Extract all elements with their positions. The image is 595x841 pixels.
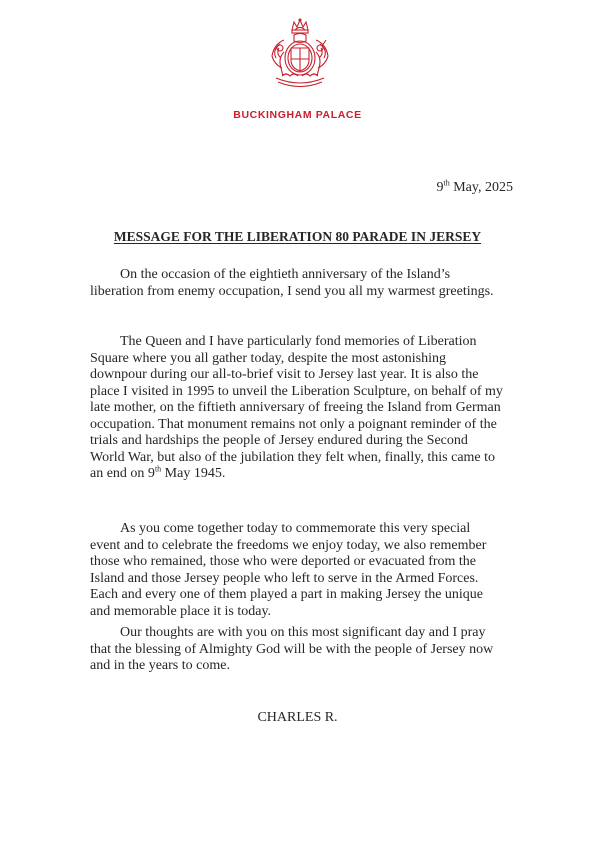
- letter-date: [437, 180, 514, 196]
- text-line: As you come together today to commemorate this very special: [120, 521, 471, 536]
- text-segment: May 1945.: [161, 466, 226, 481]
- text-line: and memorable place it is today.: [90, 603, 272, 619]
- text-line: those who remained, those who were deported or evacuated from the: [90, 554, 477, 569]
- text-line: Square where you all gather today, despite the most astonishing: [90, 350, 447, 366]
- text-line: event and to celebrate the freedoms we enjoy today, we also remember: [90, 537, 487, 553]
- paragraph-1: [90, 267, 510, 300]
- text-line: Our thoughts are with you on this most significant day and I pray: [120, 625, 486, 640]
- text-line: liberation from enemy occupation, I send you all my warmest greetings.: [90, 283, 494, 299]
- text-line: The Queen and I have particularly fond memories of Liberation: [120, 334, 477, 349]
- letterhead-name: BUCKINGHAM PALACE: [233, 109, 362, 121]
- paragraph-4: [90, 625, 510, 675]
- date-suffix: th: [443, 178, 450, 188]
- paragraph-3: [90, 521, 510, 620]
- text-line: On the occasion of the eightieth anniversary of the Island’s: [120, 267, 451, 282]
- paragraph-2: [90, 334, 510, 483]
- date-day: 9: [436, 180, 444, 195]
- text-line: late mother, on the fiftieth anniversary of freeing the Island from German: [90, 400, 501, 415]
- message-heading: MESSAGE FOR THE LIBERATION 80 PARADE IN JERSEY: [113, 229, 482, 244]
- text-line: place I visited in 1995 to unveil the Liberation Sculpture, on behalf of my: [90, 383, 503, 399]
- text-line: occupation. That monument remains not only a poignant reminder of the: [90, 416, 497, 432]
- royal-coat-of-arms-icon: [262, 18, 338, 94]
- text-line: [90, 466, 510, 483]
- date-rest: May, 2025: [449, 180, 513, 195]
- text-line: downpour during our all-to-brief visit to Jersey last year. It is also the: [90, 367, 479, 382]
- text-line: and in the years to come.: [90, 658, 230, 673]
- text-line: Island and those Jersey people who left to serve in the Armed Forces.: [90, 570, 479, 586]
- ordinal-suffix: th: [154, 464, 162, 474]
- text-line: trials and hardships the people of Jersey endured during the Second: [90, 433, 468, 448]
- text-line: that the blessing of Almighty God will be with the people of Jersey now: [90, 641, 494, 657]
- signature: CHARLES R.: [257, 710, 338, 725]
- text-line: Each and every one of them played a part in making Jersey the unique: [90, 587, 484, 602]
- text-segment: an end on 9: [90, 466, 155, 481]
- text-line: World War, but also of the jubilation they felt when, finally, this came to: [90, 449, 496, 465]
